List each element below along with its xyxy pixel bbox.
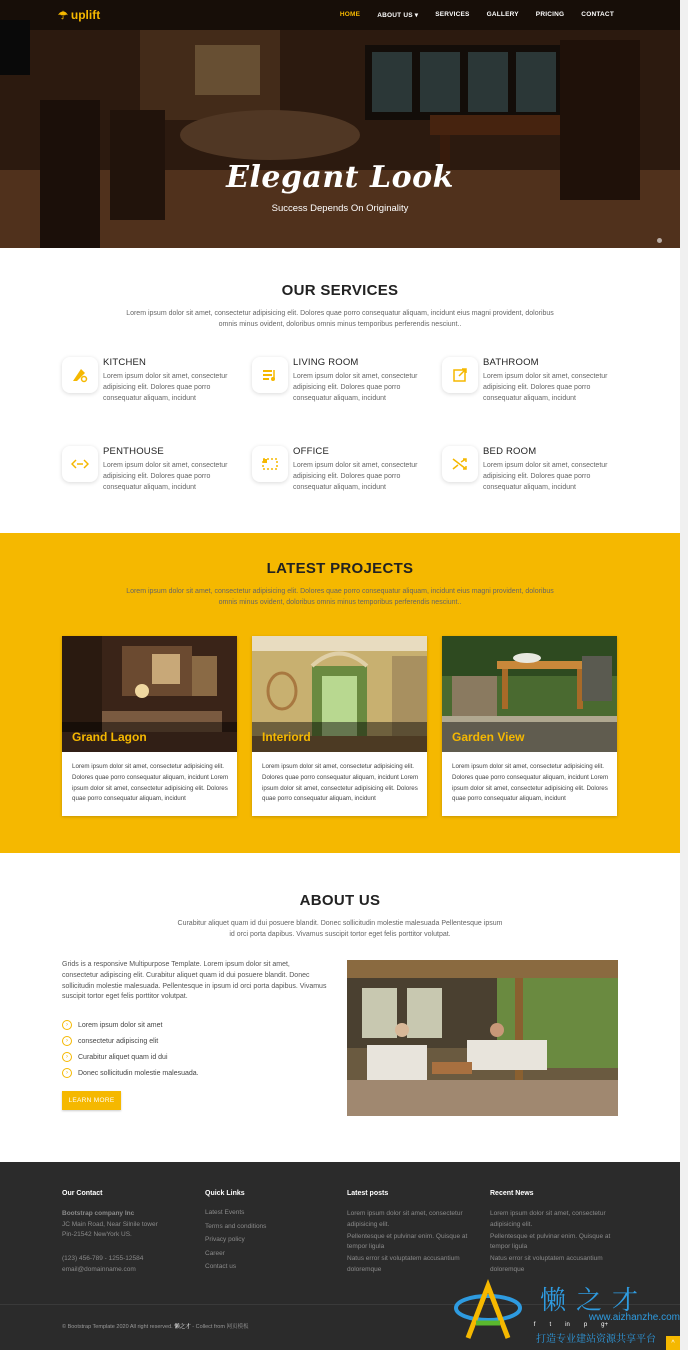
- footer-heading: Quick Links: [205, 1190, 245, 1197]
- news-link[interactable]: Pellentesque et pulvinar enim. Quisque at tempor ligula: [490, 1232, 611, 1251]
- footer-quick-links: [205, 1190, 345, 1277]
- project-card[interactable]: [62, 636, 237, 816]
- dashed-frame-icon: [252, 446, 288, 482]
- list-item-text: Donec sollicitudin molestie malesuada.: [78, 1069, 199, 1077]
- footer-contact: [62, 1190, 202, 1275]
- project-card[interactable]: [252, 636, 427, 816]
- service-text: Lorem ipsum dolor sit amet, consectetur adipisicing elit. Dolores quae porro consequatur aliquam, incidunt: [103, 373, 228, 402]
- watermark: [448, 1278, 688, 1350]
- post-link[interactable]: Lorem ipsum dolor sit amet, consectetur adipisicing elit.: [347, 1210, 463, 1228]
- copyright-brand[interactable]: 懒之才: [174, 1324, 191, 1330]
- project-card[interactable]: [442, 636, 617, 816]
- site-logo[interactable]: [58, 8, 100, 22]
- nav-contact[interactable]: CONTACT: [581, 11, 614, 18]
- chevron-circle-icon: ›: [62, 1020, 72, 1030]
- project-text: Lorem ipsum dolor sit amet, consectetur adipisicing elit. Dolores quae porro consequatur aliquam, incidunt Lorem ipsum dolor sit amet, consectetur adipisicing elit. Dolores quae porro consequatur aliquam, incidunt: [72, 763, 229, 803]
- project-text: Lorem ipsum dolor sit amet, consectetur adipisicing elit. Dolores quae porro consequatur aliquam, incidunt Lorem ipsum dolor sit amet, consectetur adipisicing elit. Dolores quae porro consequatur aliquam, incidunt: [262, 763, 419, 803]
- learn-more-button[interactable]: LEARN MORE: [62, 1091, 121, 1110]
- projects-title: LATEST PROJECTS: [266, 560, 414, 577]
- watermark-subtitle: 打造专业建站资源共享平台: [536, 1334, 656, 1345]
- list-item: [62, 1049, 199, 1065]
- linkedin-icon[interactable]: in: [565, 1322, 570, 1328]
- footer-link[interactable]: Privacy policy: [205, 1236, 245, 1243]
- service-title: LIVING ROOM: [293, 357, 359, 368]
- service-text: Lorem ipsum dolor sit amet, consectetur adipisicing elit. Dolores quae porro consequatur aliquam, incidunt: [293, 373, 418, 402]
- footer-link[interactable]: Career: [205, 1249, 225, 1257]
- facebook-icon[interactable]: f: [533, 1322, 536, 1328]
- footer-heading: Our Contact: [62, 1190, 103, 1197]
- nav-services[interactable]: SERVICES: [435, 11, 470, 18]
- service-title: PENTHOUSE: [103, 446, 164, 457]
- service-title: BED ROOM: [483, 446, 537, 457]
- service-penthouse[interactable]: [62, 446, 242, 516]
- list-item: [62, 1017, 199, 1033]
- projects-section: [0, 533, 680, 853]
- code-arrows-icon: [62, 446, 98, 482]
- news-link[interactable]: Natus error sit voluptatem accusantium doloremque: [490, 1255, 603, 1273]
- project-name: Interiord: [262, 730, 311, 744]
- footer-heading: Latest posts: [347, 1190, 389, 1197]
- service-text: Lorem ipsum dolor sit amet, consectetur adipisicing elit. Dolores quae porro consequatur aliquam, incidunt: [103, 462, 228, 491]
- playlist-icon: [252, 357, 288, 393]
- watermark-logo-icon: [448, 1278, 528, 1348]
- service-title: KITCHEN: [103, 357, 147, 368]
- footer-recent-news: [490, 1190, 625, 1277]
- footer-heading: Recent News: [490, 1190, 534, 1197]
- page-scrollbar[interactable]: [680, 0, 688, 1350]
- list-item-text: Curabitur aliquet quam id dui: [78, 1053, 168, 1061]
- chevron-circle-icon: ›: [62, 1036, 72, 1046]
- nav-about[interactable]: ABOUT US ▾: [377, 12, 419, 19]
- service-living-room[interactable]: [252, 357, 432, 427]
- post-link[interactable]: Pellentesque et pulvinar enim. Quisque at tempor ligula: [347, 1232, 468, 1251]
- address-line: JC Main Road, Near Silnile tower: [62, 1220, 158, 1228]
- service-text: Lorem ipsum dolor sit amet, consectetur adipisicing elit. Dolores quae porro consequatur aliquam, incidunt: [483, 373, 608, 402]
- umbrella-icon: ☂: [58, 9, 68, 22]
- main-nav: [340, 11, 614, 19]
- company-name: Bootstrap company Inc: [62, 1210, 135, 1217]
- watermark-text: 懒之才: [540, 1286, 649, 1316]
- phone: (123) 456-789 - 1255-12584: [62, 1255, 144, 1262]
- service-text: Lorem ipsum dolor sit amet, consectetur adipisicing elit. Dolores quae porro consequatur aliquam, incidunt: [483, 462, 608, 491]
- scroll-top-button[interactable]: ^: [666, 1336, 680, 1350]
- twitter-icon[interactable]: t: [549, 1322, 552, 1328]
- copyright: [62, 1322, 248, 1330]
- google-plus-icon[interactable]: g+: [601, 1322, 608, 1328]
- service-title: OFFICE: [293, 446, 330, 457]
- footer-link[interactable]: Terms and conditions: [205, 1222, 267, 1230]
- nav-pricing[interactable]: PRICING: [535, 11, 565, 18]
- shuffle-icon: [442, 446, 478, 482]
- list-item-text: Lorem ipsum dolor sit amet: [78, 1021, 163, 1029]
- about-image: [347, 960, 618, 1116]
- copyright-text: © Bootstrap Template 2020 All right reserved.: [62, 1324, 173, 1330]
- hero-subtitle: Success Depends On Originality: [271, 203, 409, 214]
- service-kitchen[interactable]: [62, 357, 242, 427]
- address-line: Pin-21542 NewYork US.: [62, 1231, 132, 1238]
- footer-link[interactable]: Contact us: [205, 1263, 237, 1270]
- list-item: [62, 1033, 199, 1049]
- chevron-circle-icon: ›: [62, 1052, 72, 1062]
- project-name: Garden View: [452, 730, 525, 744]
- nav-gallery[interactable]: GALLERY: [486, 11, 519, 18]
- about-paragraph: Grids is a responsive Multipurpose Template. Lorem ipsum dolor sit amet, consectetur adipiscing elit. Curabitur aliquet quam id dui posuere blandit. Donec sollicitudin molestie malesuada. Pellentesque in ipsum id orci porta dapibus. Vivamus suscipit tortor eget felis porttitor volutpat.: [62, 961, 327, 1001]
- nav-home[interactable]: HOME: [339, 11, 361, 18]
- service-title: BATHROOM: [483, 357, 539, 368]
- services-title: OUR SERVICES: [281, 282, 399, 299]
- external-link-icon: [442, 357, 478, 393]
- email[interactable]: email@domainname.com: [62, 1265, 136, 1273]
- hero-title: Elegant Look: [226, 160, 454, 195]
- projects-desc: Lorem ipsum dolor sit amet, consectetur adipisicing elit. Dolores quae porro consequatur aliquam, incidunt eius magni provident, doloribus omnis minus ovident, doloribus omnis minus temporibus perferendis nesciunt..: [126, 588, 554, 606]
- footer-latest-posts: [347, 1190, 482, 1277]
- slider-dot[interactable]: [657, 238, 662, 243]
- post-link[interactable]: Natus error sit voluptatem accusantium doloremque: [347, 1255, 460, 1273]
- news-link[interactable]: Lorem ipsum dolor sit amet, consectetur adipisicing elit.: [490, 1210, 606, 1228]
- watermark-url: www.aizhanzhe.com: [588, 1312, 680, 1323]
- services-desc: Lorem ipsum dolor sit amet, consectetur adipisicing elit. Dolores quae porro consequatur aliquam, incidunt eius magni provident, doloribus omnis minus ovident, doloribus omnis minus temporibus perferendis nesciunt..: [126, 310, 554, 328]
- project-text: Lorem ipsum dolor sit amet, consectetur adipisicing elit. Dolores quae porro consequatur aliquam, incidunt Lorem ipsum dolor sit amet, consectetur adipisicing elit. Dolores quae porro consequatur aliquam, incidunt: [452, 763, 609, 803]
- chevron-circle-icon: ›: [62, 1068, 72, 1078]
- about-list: [62, 1017, 199, 1081]
- service-bed-room[interactable]: [442, 446, 622, 516]
- pinterest-icon[interactable]: p: [583, 1322, 588, 1328]
- project-name: Grand Lagon: [72, 730, 147, 744]
- service-office[interactable]: [252, 446, 432, 516]
- list-item: [62, 1065, 199, 1081]
- about-desc: Curabitur aliquet quam id dui posuere blandit. Donec sollicitudin molestie malesuada Pellentesque ipsum id orci porta dapibus. Vivamus suscipit tortor eget felis porttitor volutpat.: [177, 920, 503, 938]
- copyright-collect[interactable]: - Collect from 网页模板: [192, 1324, 249, 1330]
- list-item-text: consectetur adipiscing elit: [78, 1037, 159, 1045]
- logo-text: uplift: [70, 8, 101, 22]
- footer-link[interactable]: Latest Events: [205, 1209, 245, 1216]
- service-text: Lorem ipsum dolor sit amet, consectetur adipisicing elit. Dolores quae porro consequatur aliquam, incidunt: [293, 462, 418, 491]
- about-title: ABOUT US: [299, 892, 381, 909]
- service-bathroom[interactable]: [442, 357, 622, 427]
- brush-icon: [62, 357, 98, 393]
- hero-banner: [0, 0, 680, 248]
